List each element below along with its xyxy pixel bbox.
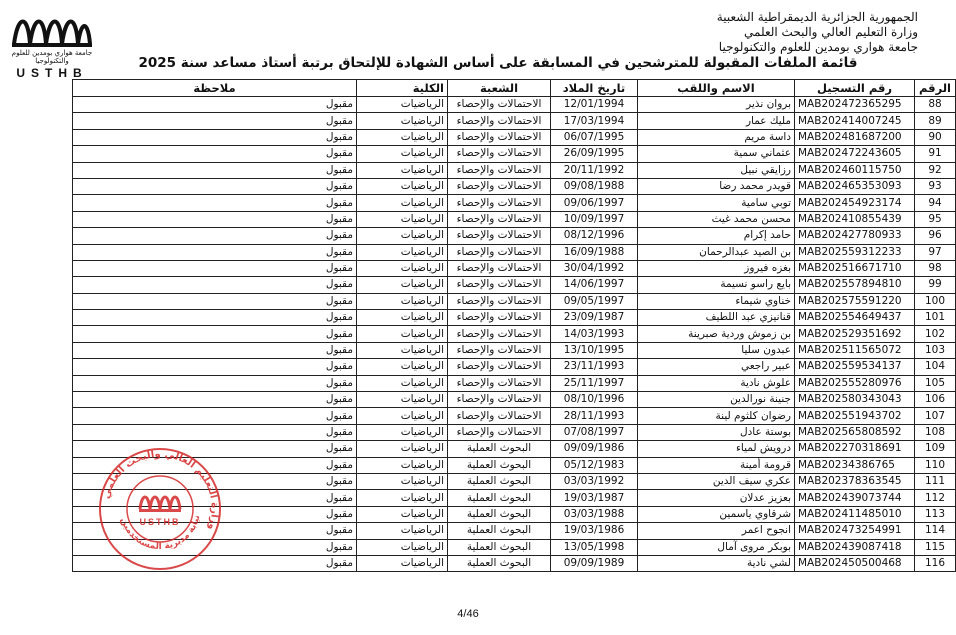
cell-registration: MAB202410855439 <box>795 211 915 227</box>
cell-birth-date: 09/09/1989 <box>551 555 638 571</box>
cell-number: 106 <box>915 392 956 408</box>
cell-birth-date: 26/09/1995 <box>551 146 638 162</box>
cell-registration: MAB202559312233 <box>795 244 915 260</box>
cell-faculty: الرياضيات <box>357 195 448 211</box>
table-row <box>73 113 956 129</box>
table-row <box>73 211 956 227</box>
cell-branch: الاحتمالات والإحصاء <box>448 293 551 309</box>
cell-name: رزايقي نبيل <box>638 162 795 178</box>
cell-registration: MAB202439087418 <box>795 539 915 555</box>
cell-name: لشي نادية <box>638 555 795 571</box>
cell-registration: MAB202270318691 <box>795 441 915 457</box>
cell-branch: البحوث العملية <box>448 523 551 539</box>
cell-note: مقبول <box>73 113 357 129</box>
cell-faculty: الرياضيات <box>357 506 448 522</box>
cell-registration: MAB202454923174 <box>795 195 915 211</box>
table-row <box>73 97 956 113</box>
cell-faculty: الرياضيات <box>357 129 448 145</box>
cell-note: مقبول <box>73 310 357 326</box>
cell-name: عبدون سليا <box>638 342 795 358</box>
cell-birth-date: 10/09/1997 <box>551 211 638 227</box>
cell-name: جنينة نورالدين <box>638 392 795 408</box>
cell-name: عثماني سمية <box>638 146 795 162</box>
cell-name: علوش نادية <box>638 375 795 391</box>
cell-branch: الاحتمالات والإحصاء <box>448 113 551 129</box>
cell-birth-date: 09/06/1997 <box>551 195 638 211</box>
cell-note: مقبول <box>73 473 357 489</box>
cell-branch: البحوث العملية <box>448 441 551 457</box>
table-row <box>73 178 956 194</box>
university-logo <box>10 10 94 80</box>
cell-name: عكري سيف الدين <box>638 473 795 489</box>
cell-number: 107 <box>915 408 956 424</box>
cell-registration: MAB202580343043 <box>795 392 915 408</box>
cell-name: بعزيز عدلان <box>638 490 795 506</box>
cell-number: 113 <box>915 506 956 522</box>
page-number: 4/46 <box>457 608 479 620</box>
header-birth-date: تاريخ الملاد <box>551 80 638 97</box>
table-row <box>73 359 956 375</box>
cell-number: 105 <box>915 375 956 391</box>
table-row <box>73 129 956 145</box>
cell-faculty: الرياضيات <box>357 342 448 358</box>
cell-registration: MAB202439073744 <box>795 490 915 506</box>
header-branch: الشعبة <box>448 80 551 97</box>
stamp-center-text: USTHB <box>139 517 181 527</box>
cell-name: شرقاوي ياسمين <box>638 506 795 522</box>
cell-name: بوستة عادل <box>638 424 795 440</box>
cell-faculty: الرياضيات <box>357 211 448 227</box>
cell-number: 92 <box>915 162 956 178</box>
cell-name: قنانيزي عبد اللطيف <box>638 310 795 326</box>
cell-number: 101 <box>915 310 956 326</box>
cell-branch: الاحتمالات والإحصاء <box>448 195 551 211</box>
cell-note: مقبول <box>73 441 357 457</box>
cell-branch: الاحتمالات والإحصاء <box>448 375 551 391</box>
header-faculty: الكلية <box>357 80 448 97</box>
cell-note: مقبول <box>73 424 357 440</box>
cell-name: بروان نذير <box>638 97 795 113</box>
cell-name: قرومة أمينة <box>638 457 795 473</box>
cell-registration: MAB202557894810 <box>795 277 915 293</box>
cell-note: مقبول <box>73 539 357 555</box>
cell-faculty: الرياضيات <box>357 97 448 113</box>
cell-note: مقبول <box>73 244 357 260</box>
cell-registration: MAB202559534137 <box>795 359 915 375</box>
cell-birth-date: 13/10/1995 <box>551 342 638 358</box>
cell-faculty: الرياضيات <box>357 260 448 276</box>
table-row <box>73 375 956 391</box>
cell-birth-date: 19/03/1986 <box>551 523 638 539</box>
cell-note: مقبول <box>73 506 357 522</box>
cell-number: 104 <box>915 359 956 375</box>
cell-birth-date: 12/01/1994 <box>551 97 638 113</box>
cell-registration: MAB202427780933 <box>795 228 915 244</box>
cell-faculty: الرياضيات <box>357 228 448 244</box>
cell-faculty: الرياضيات <box>357 293 448 309</box>
document-header <box>558 10 918 55</box>
stamp-inner-textpath: نيابة مديرية المستخدمين <box>118 514 203 553</box>
cell-note: مقبول <box>73 457 357 473</box>
cell-number: 115 <box>915 539 956 555</box>
cell-number: 111 <box>915 473 956 489</box>
cell-note: مقبول <box>73 129 357 145</box>
cell-faculty: الرياضيات <box>357 113 448 129</box>
cell-branch: البحوث العملية <box>448 457 551 473</box>
cell-branch: الاحتمالات والإحصاء <box>448 326 551 342</box>
cell-birth-date: 09/05/1997 <box>551 293 638 309</box>
cell-name: بن الصيد عبدالرحمان <box>638 244 795 260</box>
header-number: الرقم <box>915 80 956 97</box>
cell-note: مقبول <box>73 555 357 571</box>
cell-branch: الاحتمالات والإحصاء <box>448 228 551 244</box>
table-row <box>73 293 956 309</box>
cell-faculty: الرياضيات <box>357 490 448 506</box>
cell-birth-date: 30/04/1992 <box>551 260 638 276</box>
cell-note: مقبول <box>73 392 357 408</box>
cell-registration: MAB202565808592 <box>795 424 915 440</box>
cell-branch: الاحتمالات والإحصاء <box>448 277 551 293</box>
table-row <box>73 146 956 162</box>
cell-registration: MAB202460115750 <box>795 162 915 178</box>
cell-registration: MAB202481687200 <box>795 129 915 145</box>
cell-registration: MAB202472243605 <box>795 146 915 162</box>
table-header-row <box>73 80 956 97</box>
cell-birth-date: 08/12/1996 <box>551 228 638 244</box>
cell-branch: الاحتمالات والإحصاء <box>448 244 551 260</box>
cell-branch: الاحتمالات والإحصاء <box>448 97 551 113</box>
cell-name: درويش لمياء <box>638 441 795 457</box>
cell-birth-date: 14/06/1997 <box>551 277 638 293</box>
table-row <box>73 342 956 358</box>
cell-birth-date: 14/03/1993 <box>551 326 638 342</box>
cell-faculty: الرياضيات <box>357 310 448 326</box>
cell-branch: الاحتمالات والإحصاء <box>448 359 551 375</box>
cell-birth-date: 17/03/1994 <box>551 113 638 129</box>
cell-number: 94 <box>915 195 956 211</box>
cell-name: بايع راسو نسيمة <box>638 277 795 293</box>
cell-number: 116 <box>915 555 956 571</box>
cell-branch: الاحتمالات والإحصاء <box>448 310 551 326</box>
cell-branch: البحوث العملية <box>448 473 551 489</box>
cell-name: خناوي شيماء <box>638 293 795 309</box>
cell-registration: MAB202529351692 <box>795 326 915 342</box>
cell-note: مقبول <box>73 97 357 113</box>
cell-name: محسن محمد غيث <box>638 211 795 227</box>
stamp-outer-textpath: وزارة التعليم العالي والبحث العلمي <box>100 448 221 532</box>
cell-branch: الاحتمالات والإحصاء <box>448 178 551 194</box>
cell-note: مقبول <box>73 342 357 358</box>
cell-number: 93 <box>915 178 956 194</box>
cell-name: عبير راجعي <box>638 359 795 375</box>
header-line-university: جامعة هواري بومدين للعلوم والتكنولوجيا <box>718 40 918 54</box>
cell-faculty: الرياضيات <box>357 326 448 342</box>
logo-arabic-text: جامعة هواري بومدين للعلوم والتكنولوجيا <box>11 49 93 65</box>
cell-birth-date: 06/07/1995 <box>551 129 638 145</box>
table-row <box>73 310 956 326</box>
cell-branch: الاحتمالات والإحصاء <box>448 424 551 440</box>
cell-registration: MAB202554649437 <box>795 310 915 326</box>
cell-name: بوبكر مروى آمال <box>638 539 795 555</box>
table-row <box>73 228 956 244</box>
table-row <box>73 162 956 178</box>
cell-birth-date: 05/12/1983 <box>551 457 638 473</box>
cell-name: توبي سامية <box>638 195 795 211</box>
cell-branch: البحوث العملية <box>448 506 551 522</box>
cell-note: مقبول <box>73 293 357 309</box>
cell-number: 91 <box>915 146 956 162</box>
cell-faculty: الرياضيات <box>357 473 448 489</box>
cell-branch: الاحتمالات والإحصاء <box>448 146 551 162</box>
table-row <box>73 260 956 276</box>
cell-birth-date: 07/08/1997 <box>551 424 638 440</box>
cell-registration: MAB202511565072 <box>795 342 915 358</box>
cell-faculty: الرياضيات <box>357 244 448 260</box>
cell-registration: MAB202414007245 <box>795 113 915 129</box>
cell-number: 110 <box>915 457 956 473</box>
cell-name: رضوان كلثوم لينة <box>638 408 795 424</box>
cell-note: مقبول <box>73 260 357 276</box>
cell-registration: MAB202450500468 <box>795 555 915 571</box>
cell-branch: البحوث العملية <box>448 555 551 571</box>
cell-branch: الاحتمالات والإحصاء <box>448 260 551 276</box>
cell-faculty: الرياضيات <box>357 277 448 293</box>
cell-number: 102 <box>915 326 956 342</box>
cell-birth-date: 13/05/1998 <box>551 539 638 555</box>
cell-name: قويدر محمد رضا <box>638 178 795 194</box>
header-note: ملاحظة <box>73 80 357 97</box>
cell-registration: MAB202551943702 <box>795 408 915 424</box>
cell-faculty: الرياضيات <box>357 178 448 194</box>
cell-registration: MAB202575591220 <box>795 293 915 309</box>
cell-faculty: الرياضيات <box>357 523 448 539</box>
cell-birth-date: 19/03/1987 <box>551 490 638 506</box>
cell-birth-date: 03/03/1988 <box>551 506 638 522</box>
cell-faculty: الرياضيات <box>357 457 448 473</box>
cell-branch: الاحتمالات والإحصاء <box>448 211 551 227</box>
cell-faculty: الرياضيات <box>357 441 448 457</box>
cell-branch: الاحتمالات والإحصاء <box>448 408 551 424</box>
cell-branch: الاحتمالات والإحصاء <box>448 129 551 145</box>
cell-faculty: الرياضيات <box>357 539 448 555</box>
table-row <box>73 277 956 293</box>
cell-number: 96 <box>915 228 956 244</box>
cell-note: مقبول <box>73 326 357 342</box>
cell-number: 95 <box>915 211 956 227</box>
cell-branch: البحوث العملية <box>448 490 551 506</box>
cell-name: بن زموش وردية صبرينة <box>638 326 795 342</box>
cell-note: مقبول <box>73 490 357 506</box>
cell-branch: الاحتمالات والإحصاء <box>448 342 551 358</box>
cell-registration: MAB202465353093 <box>795 178 915 194</box>
header-line-republic: الجمهورية الجزائرية الديمقراطية الشعبية <box>716 10 918 24</box>
cell-number: 109 <box>915 441 956 457</box>
stamp-logo-icon <box>139 497 181 512</box>
table-row <box>73 424 956 440</box>
cell-note: مقبول <box>73 523 357 539</box>
official-stamp <box>98 447 222 571</box>
cell-birth-date: 28/11/1993 <box>551 408 638 424</box>
cell-faculty: الرياضيات <box>357 408 448 424</box>
cell-faculty: الرياضيات <box>357 375 448 391</box>
header-name: الاسم واللقب <box>638 80 795 97</box>
table-row <box>73 244 956 260</box>
document-title: قائمة الملفات المقبولة للمترشحين في المسابقة على أساس الشهادة للإلتحاق برتبة أستاذ مساعد سنة 2025 <box>138 55 858 71</box>
table-row <box>73 392 956 408</box>
cell-birth-date: 09/08/1988 <box>551 178 638 194</box>
cell-number: 114 <box>915 523 956 539</box>
table-row <box>73 408 956 424</box>
cell-faculty: الرياضيات <box>357 162 448 178</box>
cell-registration: MAB202378363545 <box>795 473 915 489</box>
cell-note: مقبول <box>73 359 357 375</box>
cell-faculty: الرياضيات <box>357 392 448 408</box>
cell-note: مقبول <box>73 211 357 227</box>
cell-registration: MAB202555280976 <box>795 375 915 391</box>
cell-note: مقبول <box>73 228 357 244</box>
cell-branch: البحوث العملية <box>448 539 551 555</box>
cell-faculty: الرياضيات <box>357 555 448 571</box>
cell-name: بغزه فيروز <box>638 260 795 276</box>
cell-faculty: الرياضيات <box>357 359 448 375</box>
cell-faculty: الرياضيات <box>357 146 448 162</box>
cell-note: مقبول <box>73 277 357 293</box>
table-row <box>73 195 956 211</box>
logo-latin-text: USTHB <box>16 66 88 80</box>
header-line-ministry: وزارة التعليم العالي والبحث العلمي <box>744 25 918 39</box>
cell-note: مقبول <box>73 408 357 424</box>
cell-registration: MAB202411485010 <box>795 506 915 522</box>
cell-registration: MAB20234386765 <box>795 457 915 473</box>
cell-birth-date: 09/09/1986 <box>551 441 638 457</box>
cell-name: داسة مريم <box>638 129 795 145</box>
cell-birth-date: 25/11/1997 <box>551 375 638 391</box>
cell-number: 88 <box>915 97 956 113</box>
cell-number: 100 <box>915 293 956 309</box>
cell-birth-date: 08/10/1996 <box>551 392 638 408</box>
cell-registration: MAB202473254991 <box>795 523 915 539</box>
cell-note: مقبول <box>73 162 357 178</box>
cell-number: 97 <box>915 244 956 260</box>
cell-note: مقبول <box>73 375 357 391</box>
table-row <box>73 326 956 342</box>
cell-registration: MAB202472365295 <box>795 97 915 113</box>
cell-number: 98 <box>915 260 956 276</box>
cell-number: 99 <box>915 277 956 293</box>
cell-birth-date: 03/03/1992 <box>551 473 638 489</box>
cell-note: مقبول <box>73 146 357 162</box>
cell-note: مقبول <box>73 178 357 194</box>
cell-registration: MAB202516671710 <box>795 260 915 276</box>
cell-number: 90 <box>915 129 956 145</box>
cell-birth-date: 20/11/1992 <box>551 162 638 178</box>
cell-branch: الاحتمالات والإحصاء <box>448 162 551 178</box>
cell-number: 108 <box>915 424 956 440</box>
cell-note: مقبول <box>73 195 357 211</box>
cell-faculty: الرياضيات <box>357 424 448 440</box>
header-registration: رقم التسجيل <box>795 80 915 97</box>
university-logo-icon <box>10 10 94 48</box>
cell-number: 89 <box>915 113 956 129</box>
cell-birth-date: 23/09/1987 <box>551 310 638 326</box>
cell-name: مليك عمار <box>638 113 795 129</box>
cell-number: 112 <box>915 490 956 506</box>
cell-birth-date: 16/09/1988 <box>551 244 638 260</box>
cell-birth-date: 23/11/1993 <box>551 359 638 375</box>
cell-branch: الاحتمالات والإحصاء <box>448 392 551 408</box>
cell-number: 103 <box>915 342 956 358</box>
cell-name: حامد إكرام <box>638 228 795 244</box>
cell-name: انجوح اعمر <box>638 523 795 539</box>
